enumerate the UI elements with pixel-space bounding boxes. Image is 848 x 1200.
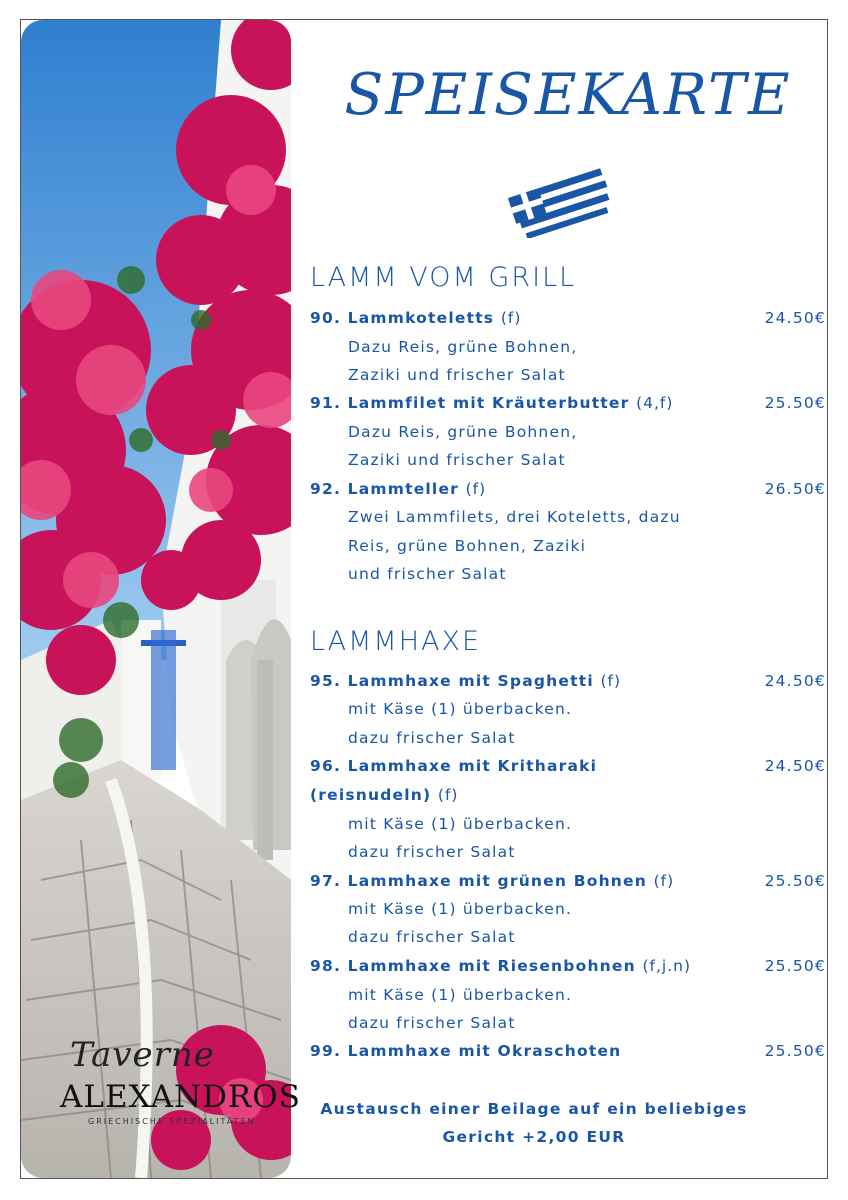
menu-item-price: 26.50€: [764, 480, 826, 498]
menu-item-price: 25.50€: [764, 394, 826, 412]
menu-item-description: mit Käse (1) überbacken.: [348, 815, 573, 833]
menu-item-name: 98. Lammhaxe mit Riesenbohnen (f,j.n): [310, 957, 692, 975]
menu-item-name: 97. Lammhaxe mit grünen Bohnen (f): [310, 872, 675, 890]
menu-item-description: Dazu Reis, grüne Bohnen,: [348, 338, 578, 356]
menu-item-description: dazu frischer Salat: [348, 928, 516, 946]
logo-subtitle: GRIECHISCHE SPEZIALITÄTEN: [88, 1117, 256, 1126]
menu-item-name: 99. Lammhaxe mit Okraschoten: [310, 1042, 622, 1060]
menu-item-name: 96. Lammhaxe mit Kritharaki: [310, 757, 598, 775]
menu-item-description: mit Käse (1) überbacken.: [348, 700, 573, 718]
menu-item-description: Zaziki und frischer Salat: [348, 451, 566, 469]
menu-item-description: dazu frischer Salat: [348, 1014, 516, 1032]
menu-item-name: 95. Lammhaxe mit Spaghetti (f): [310, 672, 622, 690]
greek-flag-icon: [506, 168, 616, 238]
menu-item-price: 24.50€: [764, 309, 826, 327]
menu-item-price: 25.50€: [764, 957, 826, 975]
footer-note: Austausch einer Beilage auf ein beliebiges: [320, 1100, 748, 1118]
menu-item-name: 91. Lammfilet mit Kräuterbutter (4,f): [310, 394, 674, 412]
street-photo: [21, 20, 291, 1178]
menu-item-price: 24.50€: [764, 757, 826, 775]
menu-title: SPEISEKARTE: [344, 62, 792, 128]
menu-item-price: 24.50€: [764, 672, 826, 690]
section-heading: LAMMHAXE: [310, 626, 482, 657]
section-heading: LAMM VOM GRILL: [310, 262, 577, 293]
menu-item-name-continued: (reisnudeln) (f): [310, 786, 459, 804]
menu-item-description: Dazu Reis, grüne Bohnen,: [348, 423, 578, 441]
menu-item-description: dazu frischer Salat: [348, 729, 516, 747]
menu-item-description: Reis, grüne Bohnen, Zaziki: [348, 537, 587, 555]
menu-item-description: Zaziki und frischer Salat: [348, 366, 566, 384]
menu-item-name: 92. Lammteller (f): [310, 480, 487, 498]
menu-item-price: 25.50€: [764, 1042, 826, 1060]
restaurant-logo: [30, 1035, 301, 1135]
footer-note: Gericht +2,00 EUR: [442, 1128, 626, 1146]
menu-item-description: dazu frischer Salat: [348, 843, 516, 861]
logo-name: ALEXANDROS: [60, 1079, 301, 1115]
menu-item-name: 90. Lammkoteletts (f): [310, 309, 522, 327]
menu-item-description: Zwei Lammfilets, drei Koteletts, dazu: [348, 508, 681, 526]
menu-item-description: und frischer Salat: [348, 565, 507, 583]
logo-script: Taverne: [70, 1035, 215, 1075]
menu-item-description: mit Käse (1) überbacken.: [348, 986, 573, 1004]
menu-item-description: mit Käse (1) überbacken.: [348, 900, 573, 918]
menu-item-price: 25.50€: [764, 872, 826, 890]
